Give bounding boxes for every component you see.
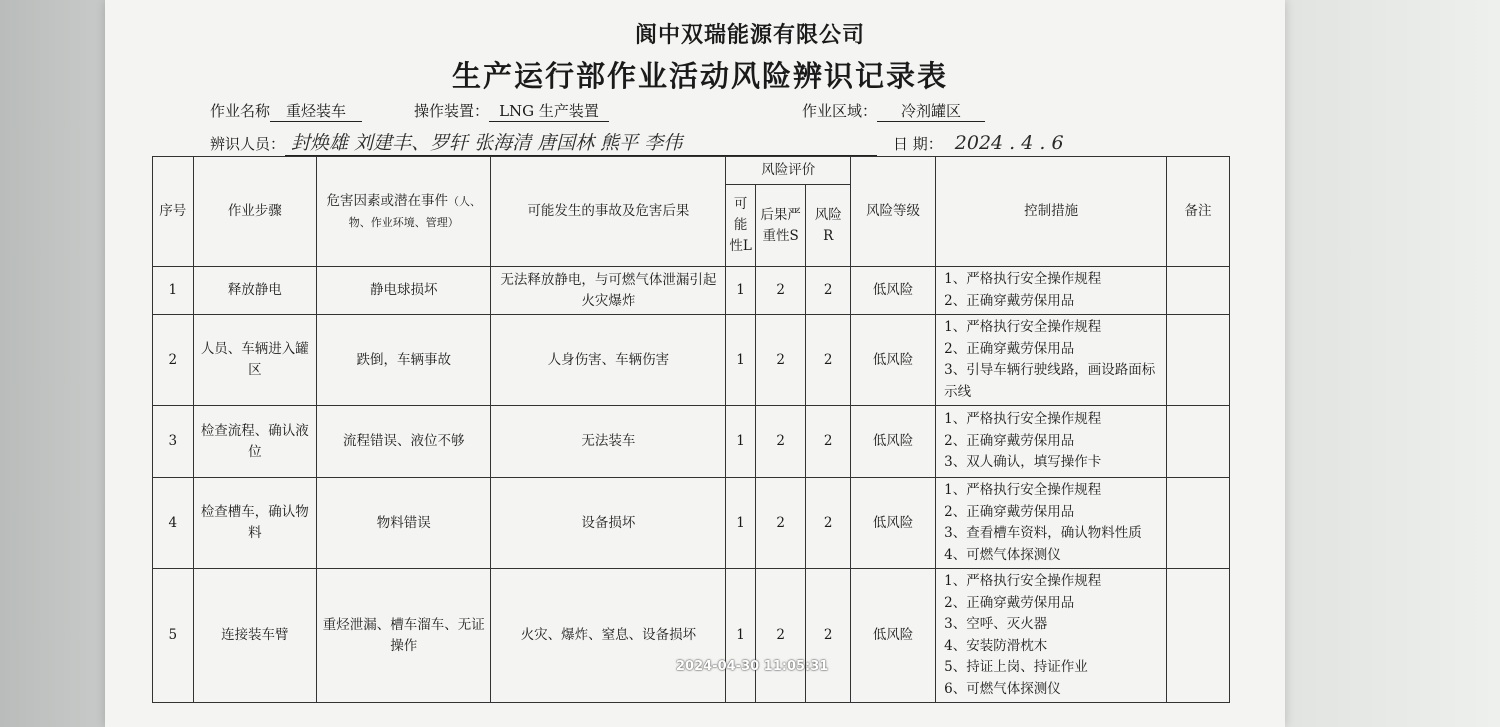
cell-step: 释放静电	[193, 267, 317, 315]
cell-step: 连接装车臂	[193, 569, 317, 703]
measure-item: 3、双人确认，填写操作卡	[944, 454, 1102, 471]
cell-measures	[936, 478, 1167, 569]
measure-item: 1、严格执行安全操作规程	[944, 411, 1102, 428]
cell-no: 2	[153, 315, 194, 406]
identifier-signatures: 封焕雄 刘建丰、罗轩 张海清 唐国林 熊平 李伟	[285, 128, 877, 156]
cell-step: 人员、车辆进入罐区	[193, 315, 317, 406]
measure-item: 2、正确穿戴劳保用品	[944, 432, 1075, 449]
risk-table	[152, 156, 1230, 703]
photo-timestamp: 2024-04-30 11:05:31	[676, 659, 829, 674]
cell-likelihood: 1	[726, 267, 755, 315]
area-label: 作业区域：	[802, 102, 878, 120]
table-row	[153, 406, 1230, 478]
header-hazard: 危害因素或潜在事件（人、物、作业环境、管理）	[317, 157, 491, 267]
device-label: 操作装置：	[414, 102, 490, 120]
work-name-value: 重烃装车	[270, 100, 362, 122]
header-step: 作业步骤	[193, 157, 317, 267]
cell-level: 低风险	[851, 569, 936, 703]
measure-item: 2、正确穿戴劳保用品	[944, 292, 1075, 309]
cell-remark	[1167, 315, 1230, 406]
cell-risk: 2	[806, 478, 851, 569]
header-level: 风险等级	[851, 157, 936, 267]
header-s: 后果严重性S	[755, 185, 806, 267]
cell-level: 低风险	[851, 406, 936, 478]
cell-consequence: 设备损坏	[491, 478, 726, 569]
cell-no: 1	[153, 267, 194, 315]
date-label: 日 期：	[893, 135, 943, 153]
table-row	[153, 569, 1230, 703]
measure-item: 6、可燃气体探测仪	[944, 680, 1061, 697]
table-header-row	[153, 157, 1230, 185]
cell-hazard: 跌倒，车辆事故	[317, 315, 491, 406]
cell-remark	[1167, 569, 1230, 703]
header-hazard-note: （人、物、作业环境、管理）	[348, 194, 481, 229]
identifier-field	[210, 128, 877, 156]
measure-item: 3、空呼、灭火器	[944, 616, 1048, 632]
cell-hazard: 物料错误	[317, 478, 491, 569]
cell-no: 3	[153, 406, 194, 478]
cell-measures	[936, 406, 1167, 478]
cell-severity: 2	[755, 315, 806, 406]
cell-level: 低风险	[851, 315, 936, 406]
cell-consequence: 无法装车	[491, 406, 726, 478]
work-name-field	[210, 100, 362, 122]
cell-risk: 2	[806, 267, 851, 315]
header-no: 序号	[153, 157, 194, 267]
date-value: 2024 . 4 . 6	[954, 132, 1064, 154]
cell-step: 检查流程、确认液位	[193, 406, 317, 478]
cell-risk: 2	[806, 315, 851, 406]
area-field	[802, 100, 985, 122]
cell-likelihood: 1	[726, 569, 755, 703]
header-consequence: 可能发生的事故及危害后果	[491, 157, 726, 267]
measure-item: 1、严格执行安全操作规程	[944, 573, 1102, 589]
table-row	[153, 478, 1230, 569]
cell-severity: 2	[755, 478, 806, 569]
cell-severity: 2	[755, 569, 806, 703]
work-name-label: 作业名称	[210, 102, 271, 120]
cell-step: 检查槽车，确认物料	[193, 478, 317, 569]
cell-measures	[936, 315, 1167, 406]
measure-item: 3、查看槽车资料，确认物料性质	[944, 525, 1142, 541]
measure-item: 1、严格执行安全操作规程	[944, 319, 1102, 335]
measure-item: 1、严格执行安全操作规程	[944, 482, 1102, 498]
header-r: 风险R	[806, 185, 851, 267]
date-field	[893, 132, 1064, 154]
cell-remark	[1167, 406, 1230, 478]
document-title: 生产运行部作业活动风险辨识记录表	[451, 59, 948, 93]
cell-level: 低风险	[851, 267, 936, 315]
measure-item: 2、正确穿戴劳保用品	[944, 503, 1075, 520]
measure-item: 2、正确穿戴劳保用品	[944, 340, 1075, 357]
cell-hazard: 静电球损坏	[317, 267, 491, 315]
company-name: 阆中双瑞能源有限公司	[634, 23, 865, 48]
cell-likelihood: 1	[726, 478, 755, 569]
cell-hazard: 重烃泄漏、槽车溜车、无证操作	[317, 569, 491, 703]
cell-level: 低风险	[851, 478, 936, 569]
measure-item: 3、引导车辆行驶线路，画设路面标示线	[944, 362, 1156, 400]
cell-no: 5	[153, 569, 194, 703]
measure-item: 5、持证上岗、持证作业	[944, 659, 1088, 675]
cell-measures	[936, 569, 1167, 703]
measure-item: 4、可燃气体探测仪	[944, 546, 1061, 563]
header-eval: 风险评价	[726, 157, 851, 185]
device-field	[414, 100, 609, 122]
measure-item: 2、正确穿戴劳保用品	[944, 594, 1075, 611]
cell-risk: 2	[806, 569, 851, 703]
cell-consequence: 人身伤害、车辆伤害	[491, 315, 726, 406]
header-remark: 备注	[1167, 157, 1230, 267]
area-value: 冷剂罐区	[877, 100, 985, 122]
cell-consequence: 无法释放静电，与可燃气体泄漏引起火灾爆炸	[491, 267, 726, 315]
cell-no: 4	[153, 478, 194, 569]
device-value: LNG 生产装置	[489, 100, 609, 122]
measure-item: 1、严格执行安全操作规程	[944, 271, 1102, 287]
cell-consequence: 火灾、爆炸、窒息、设备损坏	[491, 569, 726, 703]
cell-likelihood: 1	[726, 406, 755, 478]
table-row	[153, 267, 1230, 315]
cell-remark	[1167, 267, 1230, 315]
header-measures: 控制措施	[936, 157, 1167, 267]
table-row	[153, 315, 1230, 406]
cell-risk: 2	[806, 406, 851, 478]
identifier-label: 辨识人员：	[210, 135, 286, 153]
cell-remark	[1167, 478, 1230, 569]
cell-severity: 2	[755, 406, 806, 478]
cell-likelihood: 1	[726, 315, 755, 406]
cell-measures	[936, 267, 1167, 315]
cell-hazard: 流程错误、液位不够	[317, 406, 491, 478]
cell-severity: 2	[755, 267, 806, 315]
measure-item: 4、安装防滑枕木	[944, 637, 1048, 654]
header-l: 可能性L	[726, 185, 755, 267]
